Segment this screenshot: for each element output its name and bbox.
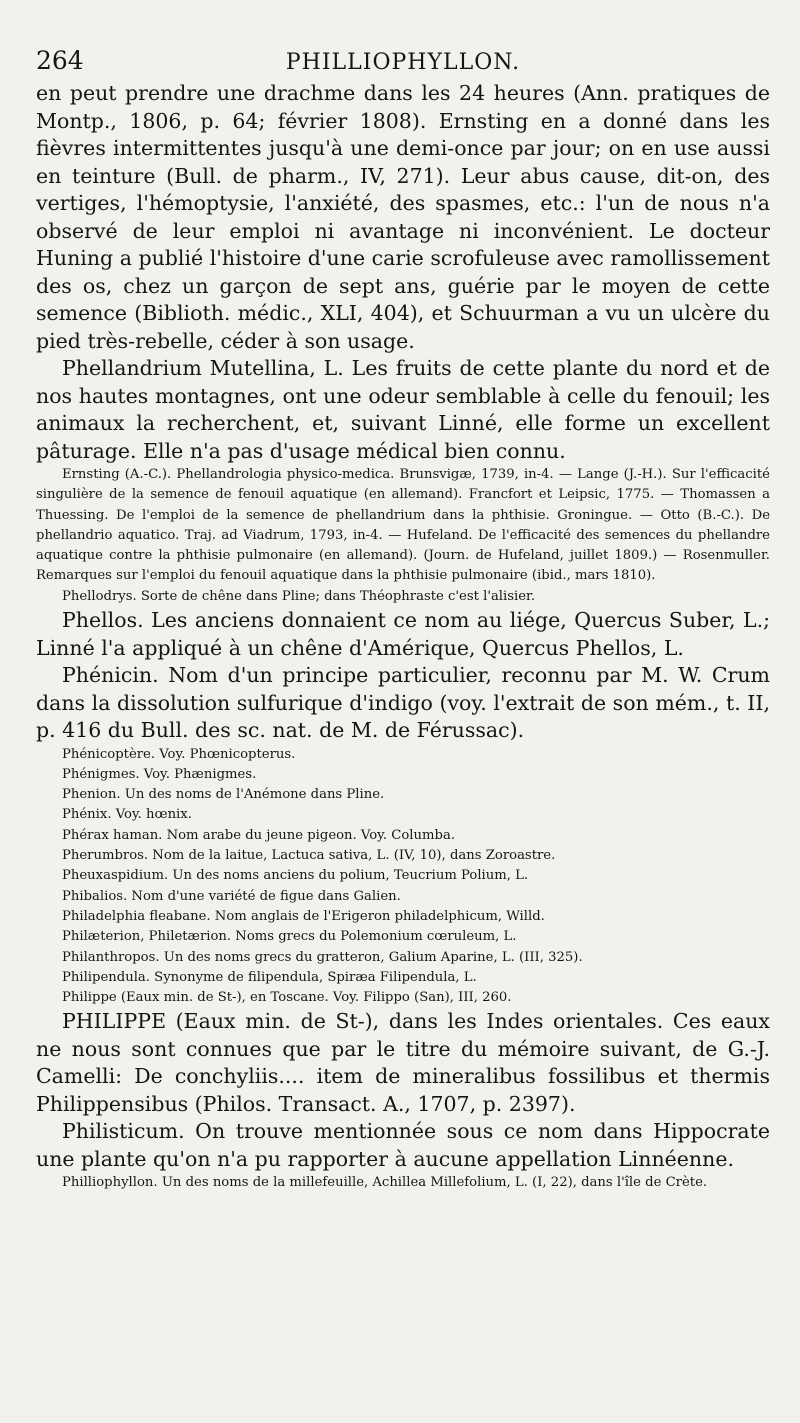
dictionary-entry: Philipendula. Synonyme de filipendula, Spiræa Filipendula, L. — [62, 969, 477, 985]
dictionary-entry: Phénicin. Nom d'un principe particulier, reconnu par M. W. Crum dans la dissolution sulfurique d'indigo (voy. l'extrait de son mém., t. II, p. 416 du Bull. des sc. nat. de M. de Férussac). — [36, 663, 770, 743]
dictionary-entry: PHILIPPE (Eaux min. de St-), dans les Indes orientales. Ces eaux ne nous sont connues que par le titre du mémoire suivant, de G.-J. Camelli: De conchyliis.... item de mineralibus fossilibus et thermis Philippensibus (Philos. Transact. A., 1707, p. 2397). — [36, 1009, 770, 1116]
dictionary-entry: Phénigmes. Voy. Phænigmes. — [62, 766, 257, 782]
running-title: PHILLIOPHYLLON. — [285, 50, 521, 75]
dictionary-entry: Phibalios. Nom d'une variété de figue dans Galien. — [62, 888, 401, 904]
dictionary-entry: Philanthropos. Un des noms grecs du gratteron, Galium Aparine, L. (III, 325). — [62, 949, 583, 965]
dictionary-entry: Phellos. Les anciens donnaient ce nom au liége, Quercus Suber, L.; Linné l'a appliqué à un chêne d'Amérique, Quercus Phellos, L. — [36, 608, 770, 660]
paragraph: en peut prendre une drachme dans les 24 heures (Ann. pratiques de Montp., 1806, p. 64; février 1808). Ernsting en a donné dans les fièvres intermittentes jusqu'à une demi-once par jour; on en use aussi en teinture (Bull. de pharm., IV, 271). Leur abus cause, dit-on, des vertiges, l'hémoptysie, l'anxiété, des spasmes, etc.: l'un de nous n'a observé de leur emploi ni avantage ni inconvénient. Le docteur Huning a publié l'histoire d'une carie scrofuleuse avec ramollissement des os, chez un garçon de sept ans, guérie par le moyen de cette semence (Biblioth. médic., XLI, 404), et Schuurman a vu un ulcère du pied très-rebelle, céder à son usage. — [36, 81, 770, 353]
dictionary-entry: Philliophyllon. Un des noms de la millefeuille, Achillea Millefolium, L. (I, 22), dans l'île de Crète. — [62, 1175, 708, 1191]
dictionary-entry: Philippe (Eaux min. de St-), en Toscane. Voy. Filippo (San), III, 260. — [62, 990, 512, 1006]
dictionary-entry: Pherumbros. Nom de la laitue, Lactuca sativa, L. (IV, 10), dans Zoroastre. — [62, 848, 556, 864]
dictionary-entry: Phérax haman. Nom arabe du jeune pigeon. Voy. Columba. — [62, 827, 456, 843]
dictionary-entry: Phénicoptère. Voy. Phœnicopterus. — [62, 746, 296, 762]
dictionary-entry: Philæterion, Philetærion. Noms grecs du Polemonium cœruleum, L. — [62, 929, 517, 945]
dictionary-entry: Philadelphia fleabane. Nom anglais de l'Erigeron philadelphicum, Willd. — [62, 908, 545, 924]
dictionary-entry: Phenion. Un des noms de l'Anémone dans Pline. — [62, 787, 385, 803]
page-header — [36, 46, 770, 78]
dictionary-entry: Philisticum. On trouve mentionnée sous ce nom dans Hippocrate une plante qu'on n'a pu rapporter à aucune appellation Linnéenne. — [36, 1119, 770, 1171]
dictionary-entry: Pheuxaspidium. Un des noms anciens du polium, Teucrium Polium, L. — [62, 868, 529, 884]
page-number: 264 — [36, 46, 84, 75]
dictionary-entry: Phénix. Voy. hœnix. — [62, 807, 192, 823]
page-body — [36, 80, 770, 1194]
bibliography-note: Ernsting (A.-C.). Phellandrologia physico-medica. Brunsvigæ, 1739, in-4. — Lange (J.-H.). Sur l'efficacité singulière de la semence de fenouil aquatique (en allemand). Francfort et Leipsic, 1775. — Thomassen a Thuessing. De l'emploi de la semence de phellandrium dans la phthisie. Groningue. — Otto (B.-C.). De phellandrio aquatico. Traj. ad Viadrum, 1793, in-4. — Hufeland. De l'efficacité des semences du phellandre aquatique contre la phthisie pulmonaire (en allemand). (Journ. de Hufeland, juillet 1809.) — Rosenmuller. Remarques sur l'emploi du fenouil aquatique dans la phthisie pulmonaire (ibid., mars 1810). — [36, 467, 770, 584]
dictionary-entry: Phellodrys. Sorte de chêne dans Pline; dans Théophraste c'est l'alisier. — [62, 588, 536, 604]
paragraph: Phellandrium Mutellina, L. Les fruits de cette plante du nord et de nos hautes montagnes, ont une odeur semblable à celle du fenouil; les animaux la recherchent, et, suivant Linné, elle forme un excellent pâturage. Elle n'a pas d'usage médical bien connu. — [36, 356, 770, 463]
